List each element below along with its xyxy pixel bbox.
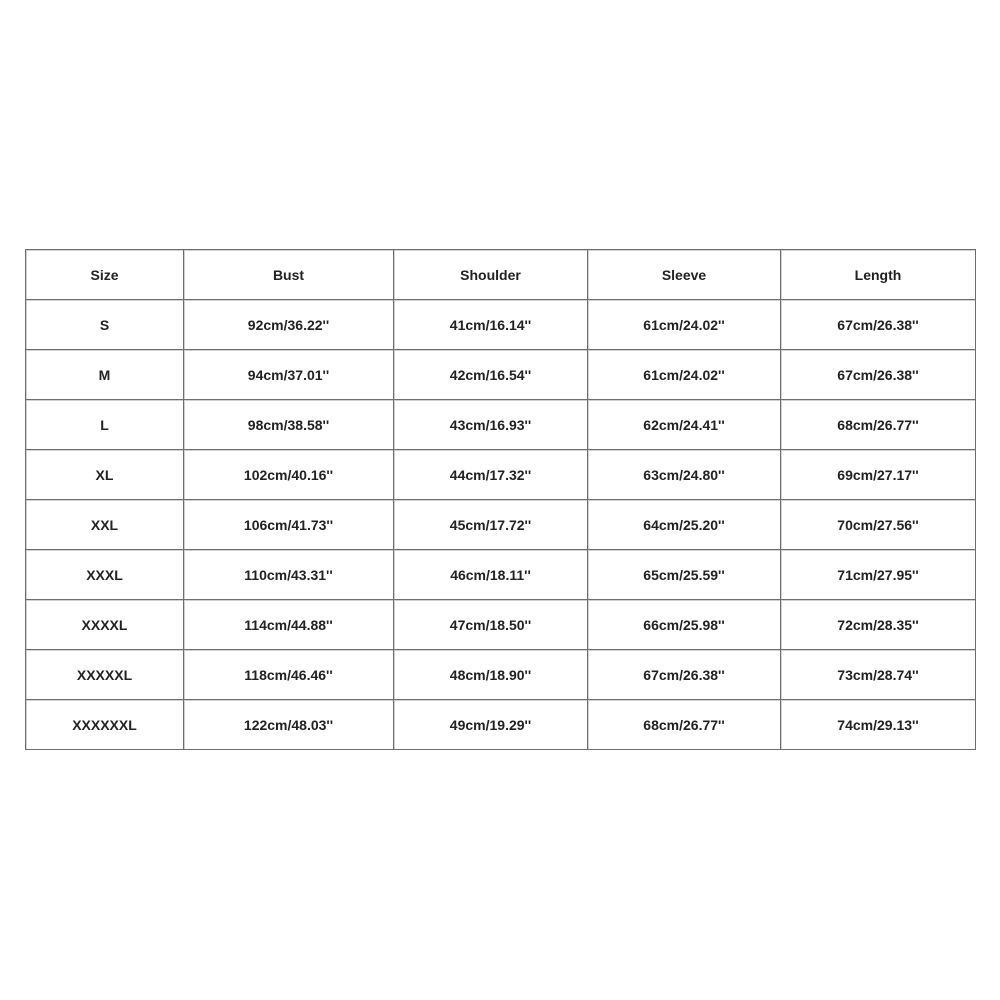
cell-length: 68cm/26.77'' (781, 400, 976, 450)
table-row (26, 600, 976, 650)
cell-sleeve: 68cm/26.77'' (588, 700, 781, 750)
cell-shoulder: 46cm/18.11'' (394, 550, 588, 600)
cell-size: XXL (26, 500, 184, 550)
cell-size: XXXXL (26, 600, 184, 650)
cell-size: XXXXXL (26, 650, 184, 700)
cell-shoulder: 41cm/16.14'' (394, 300, 588, 350)
cell-size: S (26, 300, 184, 350)
table-row (26, 550, 976, 600)
cell-length: 67cm/26.38'' (781, 300, 976, 350)
cell-size: M (26, 350, 184, 400)
cell-bust: 114cm/44.88'' (184, 600, 394, 650)
table-row (26, 400, 976, 450)
cell-sleeve: 62cm/24.41'' (588, 400, 781, 450)
cell-size: XL (26, 450, 184, 500)
cell-length: 74cm/29.13'' (781, 700, 976, 750)
size-chart-table (25, 249, 976, 750)
cell-length: 71cm/27.95'' (781, 550, 976, 600)
cell-shoulder: 42cm/16.54'' (394, 350, 588, 400)
header-sleeve: Sleeve (588, 250, 781, 300)
cell-bust: 118cm/46.46'' (184, 650, 394, 700)
table-row (26, 300, 976, 350)
cell-sleeve: 65cm/25.59'' (588, 550, 781, 600)
cell-shoulder: 47cm/18.50'' (394, 600, 588, 650)
cell-sleeve: 61cm/24.02'' (588, 300, 781, 350)
cell-shoulder: 49cm/19.29'' (394, 700, 588, 750)
cell-sleeve: 63cm/24.80'' (588, 450, 781, 500)
cell-shoulder: 44cm/17.32'' (394, 450, 588, 500)
table-row (26, 700, 976, 750)
header-size: Size (26, 250, 184, 300)
cell-sleeve: 64cm/25.20'' (588, 500, 781, 550)
cell-length: 67cm/26.38'' (781, 350, 976, 400)
cell-length: 70cm/27.56'' (781, 500, 976, 550)
cell-bust: 122cm/48.03'' (184, 700, 394, 750)
table-row (26, 450, 976, 500)
header-length: Length (781, 250, 976, 300)
cell-bust: 94cm/37.01'' (184, 350, 394, 400)
table-row (26, 500, 976, 550)
cell-sleeve: 67cm/26.38'' (588, 650, 781, 700)
cell-size: XXXL (26, 550, 184, 600)
table-row (26, 650, 976, 700)
cell-length: 72cm/28.35'' (781, 600, 976, 650)
cell-shoulder: 45cm/17.72'' (394, 500, 588, 550)
cell-length: 69cm/27.17'' (781, 450, 976, 500)
cell-bust: 102cm/40.16'' (184, 450, 394, 500)
cell-bust: 110cm/43.31'' (184, 550, 394, 600)
cell-bust: 106cm/41.73'' (184, 500, 394, 550)
header-bust: Bust (184, 250, 394, 300)
table-header-row (26, 250, 976, 300)
cell-shoulder: 48cm/18.90'' (394, 650, 588, 700)
header-shoulder: Shoulder (394, 250, 588, 300)
cell-sleeve: 66cm/25.98'' (588, 600, 781, 650)
cell-bust: 98cm/38.58'' (184, 400, 394, 450)
table-row (26, 350, 976, 400)
cell-size: L (26, 400, 184, 450)
cell-length: 73cm/28.74'' (781, 650, 976, 700)
cell-size: XXXXXXL (26, 700, 184, 750)
cell-bust: 92cm/36.22'' (184, 300, 394, 350)
cell-sleeve: 61cm/24.02'' (588, 350, 781, 400)
cell-shoulder: 43cm/16.93'' (394, 400, 588, 450)
